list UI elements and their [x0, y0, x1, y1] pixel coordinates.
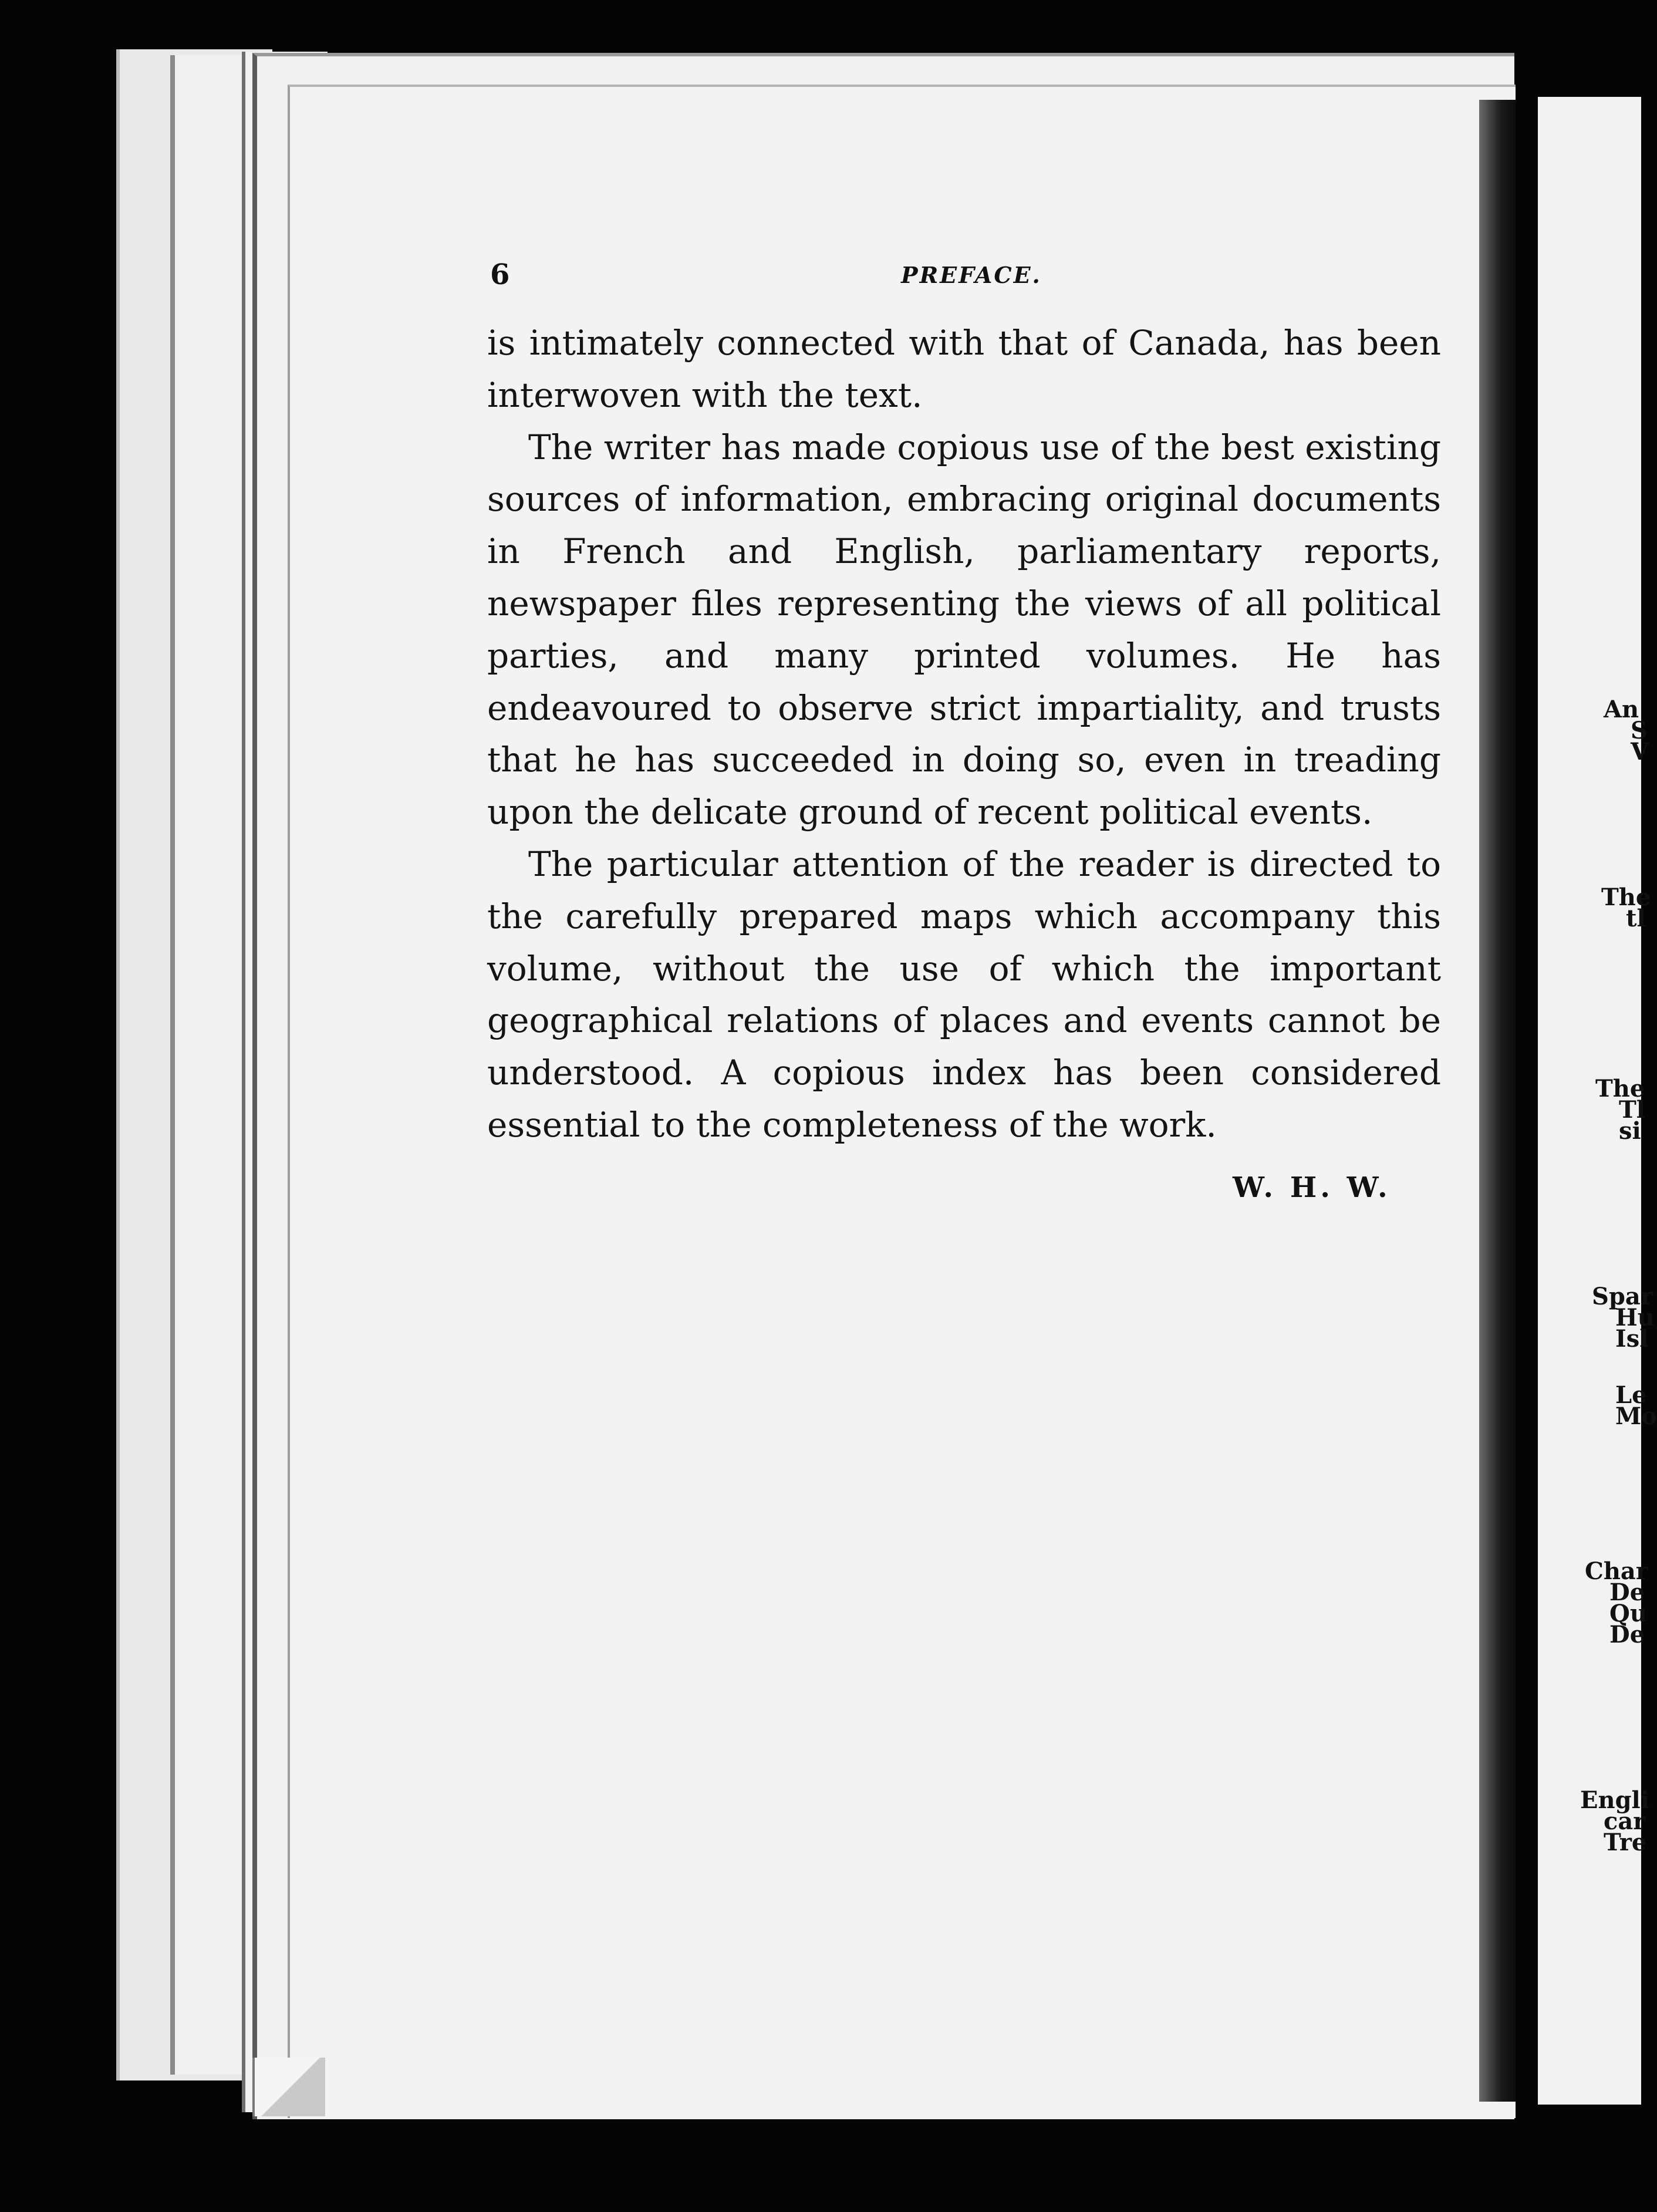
- facing-text-fragment: Spar: [1592, 1283, 1653, 1310]
- body-text: [487, 317, 1441, 1151]
- facing-text-fragment: The: [1595, 1075, 1645, 1102]
- facing-text-fragment: Engli: [1580, 1786, 1649, 1814]
- facing-text-fragment: Char: [1585, 1557, 1648, 1585]
- facing-page: [1538, 97, 1657, 2105]
- paragraph: The particular attention of the reader is directed to the carefully prepared maps which accompany this volume, without the use of which the important geographical relations of places and events cannot be understood. A copious index has been considered essential to the completeness of the work.: [487, 844, 1441, 1145]
- facing-text-fragment: car: [1604, 1808, 1646, 1835]
- author-initials: W. H. W.: [1233, 1171, 1391, 1204]
- facing-text-fragment: Hu: [1615, 1304, 1655, 1331]
- folded-corner: [252, 2058, 325, 2116]
- paragraph: is intimately connected with that of Canada, has been interwoven with the text.: [487, 323, 1441, 415]
- page-number: 6: [490, 258, 510, 291]
- paragraph: The writer has made copious use of the best existing sources of information, embracing original documents in French and English, parliamentary reports, newspaper files representing the views of all political parties, and many printed volumes. He has endeavoured to observe strict impartiality, and trusts that he has succeeded in doing so, even in treading upon the delicate ground of recent political events.: [487, 427, 1441, 832]
- facing-text-fragment: De: [1609, 1621, 1645, 1648]
- facing-text-fragment: The: [1601, 884, 1651, 911]
- facing-text-fragment: Qu: [1609, 1600, 1647, 1627]
- facing-text-fragment: Tre: [1604, 1829, 1647, 1856]
- running-head: PREFACE.: [901, 262, 1042, 288]
- facing-text-fragment: si: [1619, 1117, 1641, 1145]
- facing-text-fragment: An: [1604, 696, 1639, 723]
- facing-text-fragment: Tl: [1619, 1096, 1645, 1124]
- facing-text-fragment: De: [1609, 1579, 1645, 1606]
- facing-text-fragment: tl: [1626, 905, 1646, 932]
- facing-text-fragment: Le: [1615, 1381, 1647, 1409]
- facing-text-fragment: Mo: [1615, 1402, 1657, 1430]
- book-gutter: [1479, 100, 1516, 2102]
- facing-text-fragment: S: [1631, 717, 1648, 744]
- facing-text-fragment: V: [1631, 738, 1649, 766]
- page-header: [490, 258, 1335, 294]
- facing-text-fragment: Isl: [1615, 1325, 1649, 1353]
